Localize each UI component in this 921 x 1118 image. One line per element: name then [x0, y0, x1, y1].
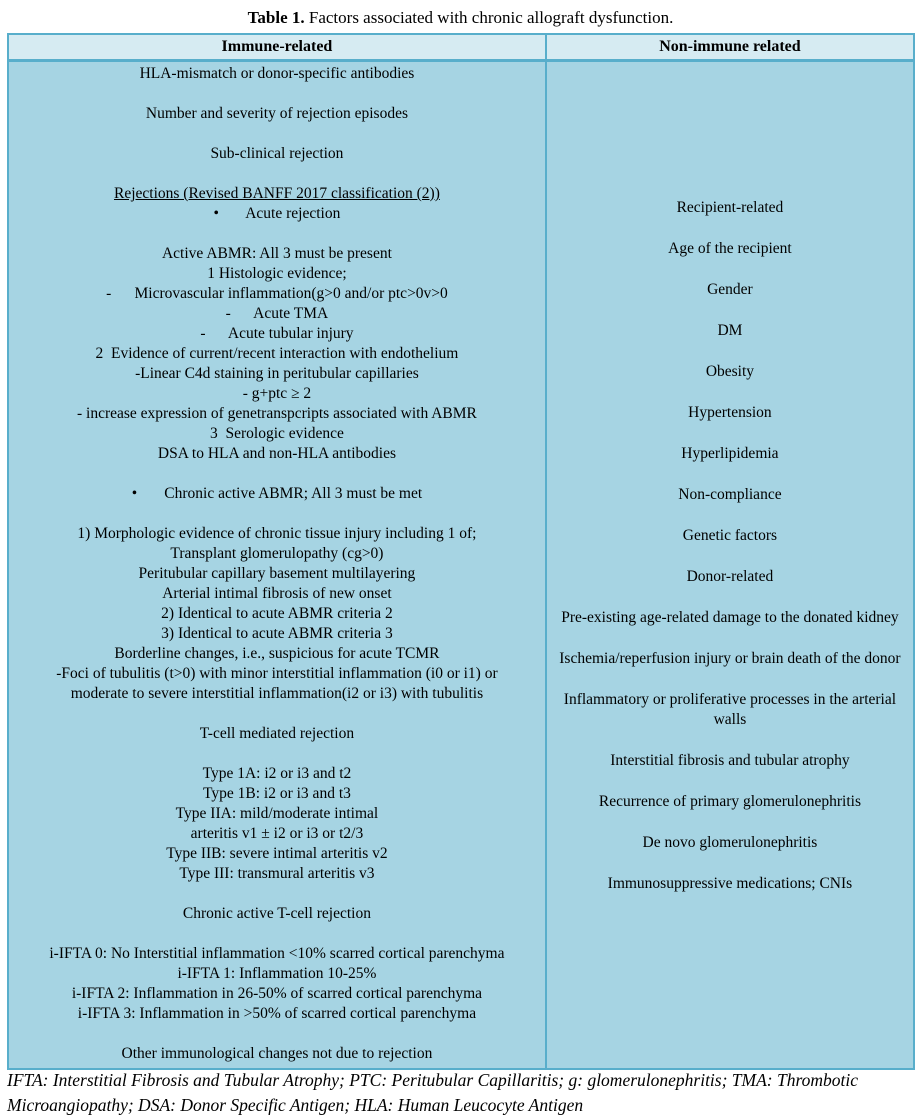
non-immune-column-item: Non-compliance: [678, 486, 782, 503]
immune-column-line: -Foci of tubulitis (t>0) with minor interstitial inflammation (i0 or i1) or: [56, 665, 498, 682]
immune-column-line: Borderline changes, i.e., suspicious for acute TCMR: [114, 645, 440, 662]
non-immune-column-item: Hyperlipidemia: [681, 445, 779, 462]
immune-column-line: DSA to HLA and non-HLA antibodies: [157, 445, 396, 462]
table-caption: [0, 0, 921, 28]
non-immune-column-item: De novo glomerulonephritis: [642, 834, 818, 851]
immune-column-line: Type IIA: mild/moderate intimal: [175, 805, 379, 822]
non-immune-column-item: Genetic factors: [682, 527, 778, 544]
blank-line: [11, 744, 543, 764]
immune-column-line: Chronic active T-cell rejection: [182, 905, 371, 922]
blank-line: [11, 224, 543, 244]
immune-column-line: Other immunological changes not due to rejection: [121, 1045, 433, 1062]
immune-column-line: - g+ptc ≥ 2: [242, 385, 312, 402]
non-immune-column-item: Age of the recipient: [668, 240, 792, 257]
table-footnote: IFTA: Interstitial Fibrosis and Tubular Atrophy; PTC: Peritubular Capillaritis; g: glomerulonephritis; TMA: Thrombotic Microangiopathy; DSA: Donor Specific Antigen; HLA: Human Leucocyte Antigen: [7, 1070, 859, 1115]
non-immune-column-item: Obesity: [705, 363, 755, 380]
immune-column-line: arteritis v1 ± i2 or i3 or t2/3: [190, 825, 364, 842]
blank-line: [11, 504, 543, 524]
non-immune-column-item: Gender: [707, 281, 753, 298]
immune-column-line: moderate to severe interstitial inflammation(i2 or i3) with tubulitis: [70, 685, 484, 702]
immune-column-line: Number and severity of rejection episodes: [145, 105, 408, 122]
column-header-non-immune-related: Non-immune related: [659, 38, 801, 55]
blank-line: [11, 884, 543, 904]
immune-column-line: HLA-mismatch or donor-specific antibodies: [139, 65, 415, 82]
table-caption-label: Table 1.: [247, 8, 305, 27]
blank-line: [11, 924, 543, 944]
immune-column-line: i-IFTA 3: Inflammation in >50% of scarred cortical parenchyma: [77, 1005, 477, 1022]
non-immune-column-item: Pre-existing age-related damage to the donated kidney: [561, 609, 899, 626]
table-header-row: [9, 35, 913, 62]
immune-column-line: - Acute TMA: [225, 305, 329, 322]
immune-column-line: i-IFTA 1: Inflammation 10-25%: [177, 965, 377, 982]
immune-column-line: Active ABMR: All 3 must be present: [161, 245, 392, 262]
immune-related-cell: [9, 62, 547, 1068]
immune-column-line: 2 Evidence of current/recent interaction with endothelium: [95, 345, 459, 362]
immune-column-line: • Chronic active ABMR; All 3 must be met: [131, 485, 423, 502]
immune-column-line: 1 Histologic evidence;: [207, 265, 347, 282]
immune-column-line: Transplant glomerulopathy (cg>0): [170, 545, 384, 562]
non-immune-column-item: DM: [717, 322, 743, 339]
immune-column-line: • Acute rejection: [213, 205, 341, 222]
column-header-immune-related: Immune-related: [9, 35, 547, 59]
immune-column-line: T-cell mediated rejection: [199, 725, 355, 742]
immune-column-line: Peritubular capillary basement multilayering: [138, 565, 416, 582]
immune-column-line: Type 1B: i2 or i3 and t3: [203, 785, 351, 802]
non-immune-column-item: Ischemia/reperfusion injury or brain death of the donor: [559, 650, 901, 667]
immune-column-line: 2) Identical to acute ABMR criteria 2: [161, 605, 393, 622]
immune-column-line: 3) Identical to acute ABMR criteria 3: [161, 625, 393, 642]
immune-column-line: Sub-clinical rejection: [210, 145, 344, 162]
immune-column-line: Arterial intimal fibrosis of new onset: [162, 585, 392, 602]
non-immune-column-item: Immunosuppressive medications; CNIs: [607, 875, 853, 892]
immune-column-line: Rejections (Revised BANFF 2017 classification (2)): [113, 185, 440, 202]
immune-column-line: 3 Serologic evidence: [210, 425, 344, 442]
table-body-row: [9, 62, 913, 1068]
immune-column-line: Type III: transmural arteritis v3: [179, 865, 375, 882]
immune-column-line: i-IFTA 2: Inflammation in 26-50% of scarred cortical parenchyma: [71, 985, 483, 1002]
immune-column-line: 1) Morphologic evidence of chronic tissue injury including 1 of;: [77, 525, 477, 542]
table-caption-text: Factors associated with chronic allograft dysfunction.: [304, 8, 674, 27]
non-immune-column-item: Recurrence of primary glomerulonephritis: [598, 793, 861, 810]
immune-column-line: - Microvascular inflammation(g>0 and/or ptc>0v>0: [106, 285, 448, 302]
blank-line: [11, 164, 543, 184]
immune-column-line: - increase expression of genetranspcripts associated with ABMR: [76, 405, 477, 422]
blank-line: [11, 704, 543, 724]
non-immune-column-item: Hypertension: [688, 404, 772, 421]
immune-column-line: Type 1A: i2 or i3 and t2: [202, 765, 352, 782]
immune-column-line: Type IIB: severe intimal arteritis v2: [166, 845, 388, 862]
immune-column-line: - Acute tubular injury: [200, 325, 354, 342]
non-immune-column-item: Recipient-related: [676, 199, 784, 216]
blank-line: [11, 464, 543, 484]
immune-column-line: i-IFTA 0: No Interstitial inflammation <10% scarred cortical parenchyma: [49, 945, 505, 962]
blank-line: [11, 84, 543, 104]
non-immune-column-item: Inflammatory or proliferative processes in the arterial walls: [563, 691, 897, 728]
blank-line: [11, 1024, 543, 1044]
non-immune-related-cell: [547, 62, 913, 1068]
immune-column-line: -Linear C4d staining in peritubular capillaries: [135, 365, 419, 382]
blank-line: [11, 124, 543, 144]
non-immune-column-item: Donor-related: [686, 568, 774, 585]
factors-table: [7, 33, 915, 1070]
non-immune-column-item: Interstitial fibrosis and tubular atrophy: [610, 752, 850, 769]
